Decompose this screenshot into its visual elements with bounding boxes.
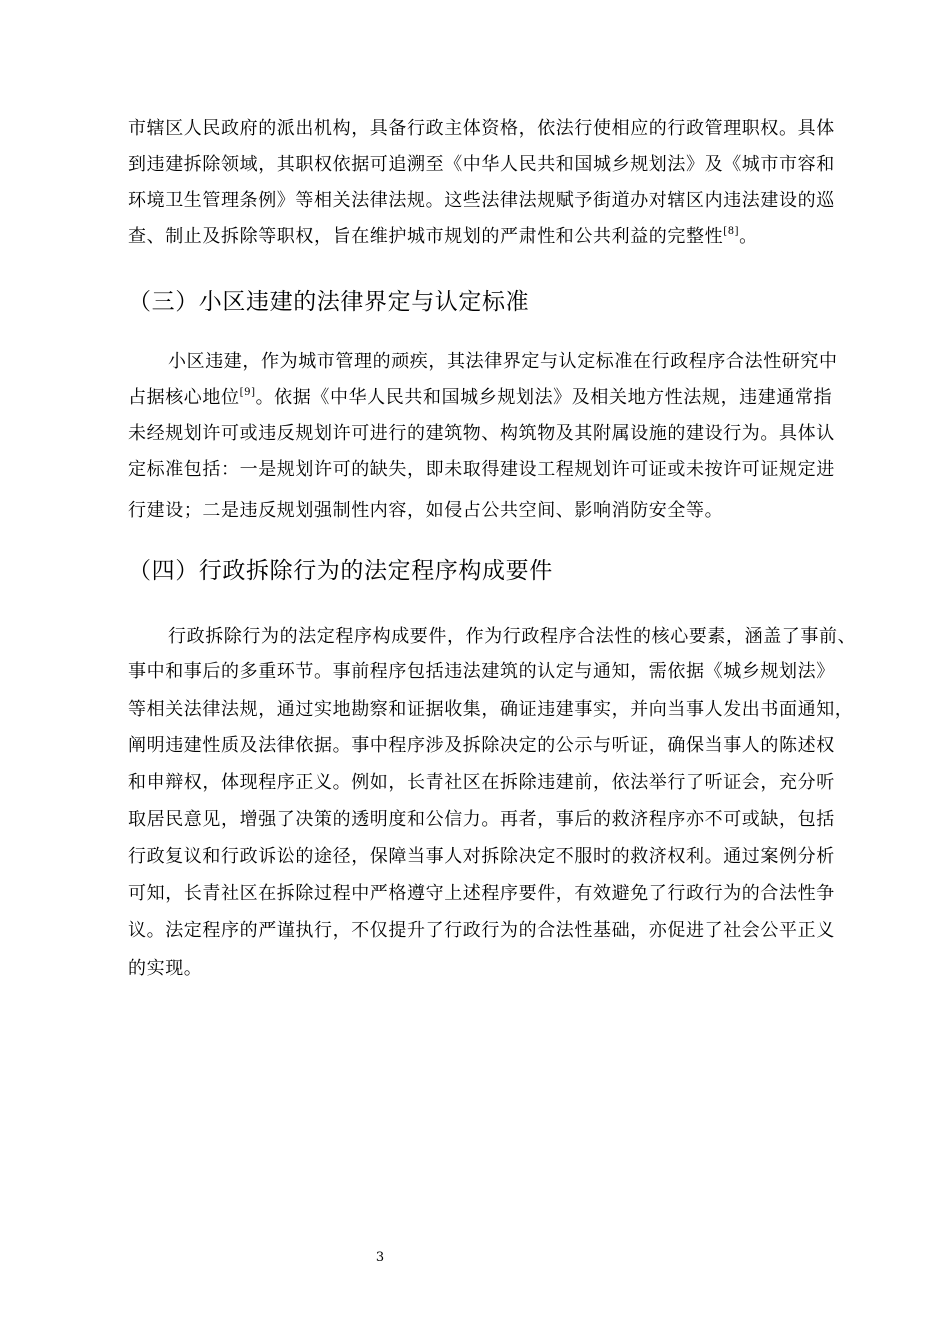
paragraph-line: 行政复议和行政诉讼的途径，保障当事人对拆除决定不服时的救济权利。通过案例分析: [128, 846, 835, 867]
paragraph-line: 环境卫生管理条例》等相关法律法规。这些法律法规赋予街道办对辖区内违法建设的巡: [128, 190, 835, 211]
section-heading-3: （三）小区违建的法律界定与认定标准: [128, 289, 530, 315]
paragraph-line: 议。法定程序的严谨执行，不仅提升了行政行为的合法性基础，亦促进了社会公平正义: [128, 920, 835, 941]
paragraph-line: 市辖区人民政府的派出机构，具备行政主体资格，依法行使相应的行政管理职权。具体: [128, 118, 835, 139]
paragraph-line: 小区违建，作为城市管理的顽疾，其法律界定与认定标准在行政程序合法性研究中: [168, 351, 838, 372]
paragraph-text: 占据核心地位: [128, 387, 240, 408]
paragraph-text: 。依据《中华人民共和国城乡规划法》及相关地方性法规，违建通常指: [255, 387, 833, 408]
paragraph-line: 可知，长青社区在拆除过程中严格遵守上述程序要件，有效避免了行政行为的合法性争: [128, 883, 835, 904]
paragraph-line: 定标准包括：一是规划许可的缺失，即未取得建设工程规划许可证或未按许可证规定进: [128, 459, 835, 480]
paragraph-line: 取居民意见，增强了决策的透明度和公信力。再者，事后的救济程序亦不可或缺，包括: [128, 809, 835, 830]
paragraph-text: 。: [739, 226, 758, 247]
page-number: 3: [375, 1250, 385, 1265]
citation-reference: [8]: [723, 226, 740, 237]
paragraph-line: [128, 226, 758, 248]
paragraph-line: 和申辩权，体现程序正义。例如，长青社区在拆除违建前，依法举行了听证会，充分听: [128, 772, 835, 793]
paragraph-line: 未经规划许可或违反规划许可进行的建筑物、构筑物及其附属设施的建设行为。具体认: [128, 423, 835, 444]
paragraph-line: 行建设；二是违反规划强制性内容，如侵占公共空间、影响消防安全等。: [128, 500, 724, 521]
paragraph-line: 事中和事后的多重环节。事前程序包括违法建筑的认定与通知，需依据《城乡规划法》: [128, 661, 835, 682]
paragraph-line: 行政拆除行为的法定程序构成要件，作为行政程序合法性的核心要素，涵盖了事前、: [168, 626, 857, 647]
paragraph-text: 查、制止及拆除等职权，旨在维护城市规划的严肃性和公共利益的完整性: [128, 226, 724, 247]
paragraph-line: 阐明违建性质及法律依据。事中程序涉及拆除决定的公示与听证，确保当事人的陈述权: [128, 735, 835, 756]
paragraph-line: 到违建拆除领域，其职权依据可追溯至《中华人民共和国城乡规划法》及《城市市容和: [128, 154, 835, 175]
citation-reference: [9]: [239, 387, 256, 398]
paragraph-line: 等相关法律法规，通过实地勘察和证据收集，确证违建事实，并向当事人发出书面通知，: [128, 699, 854, 720]
paragraph-line: 的实现。: [128, 958, 203, 979]
paragraph-line: [128, 387, 832, 409]
section-heading-4: （四）行政拆除行为的法定程序构成要件: [128, 558, 553, 584]
